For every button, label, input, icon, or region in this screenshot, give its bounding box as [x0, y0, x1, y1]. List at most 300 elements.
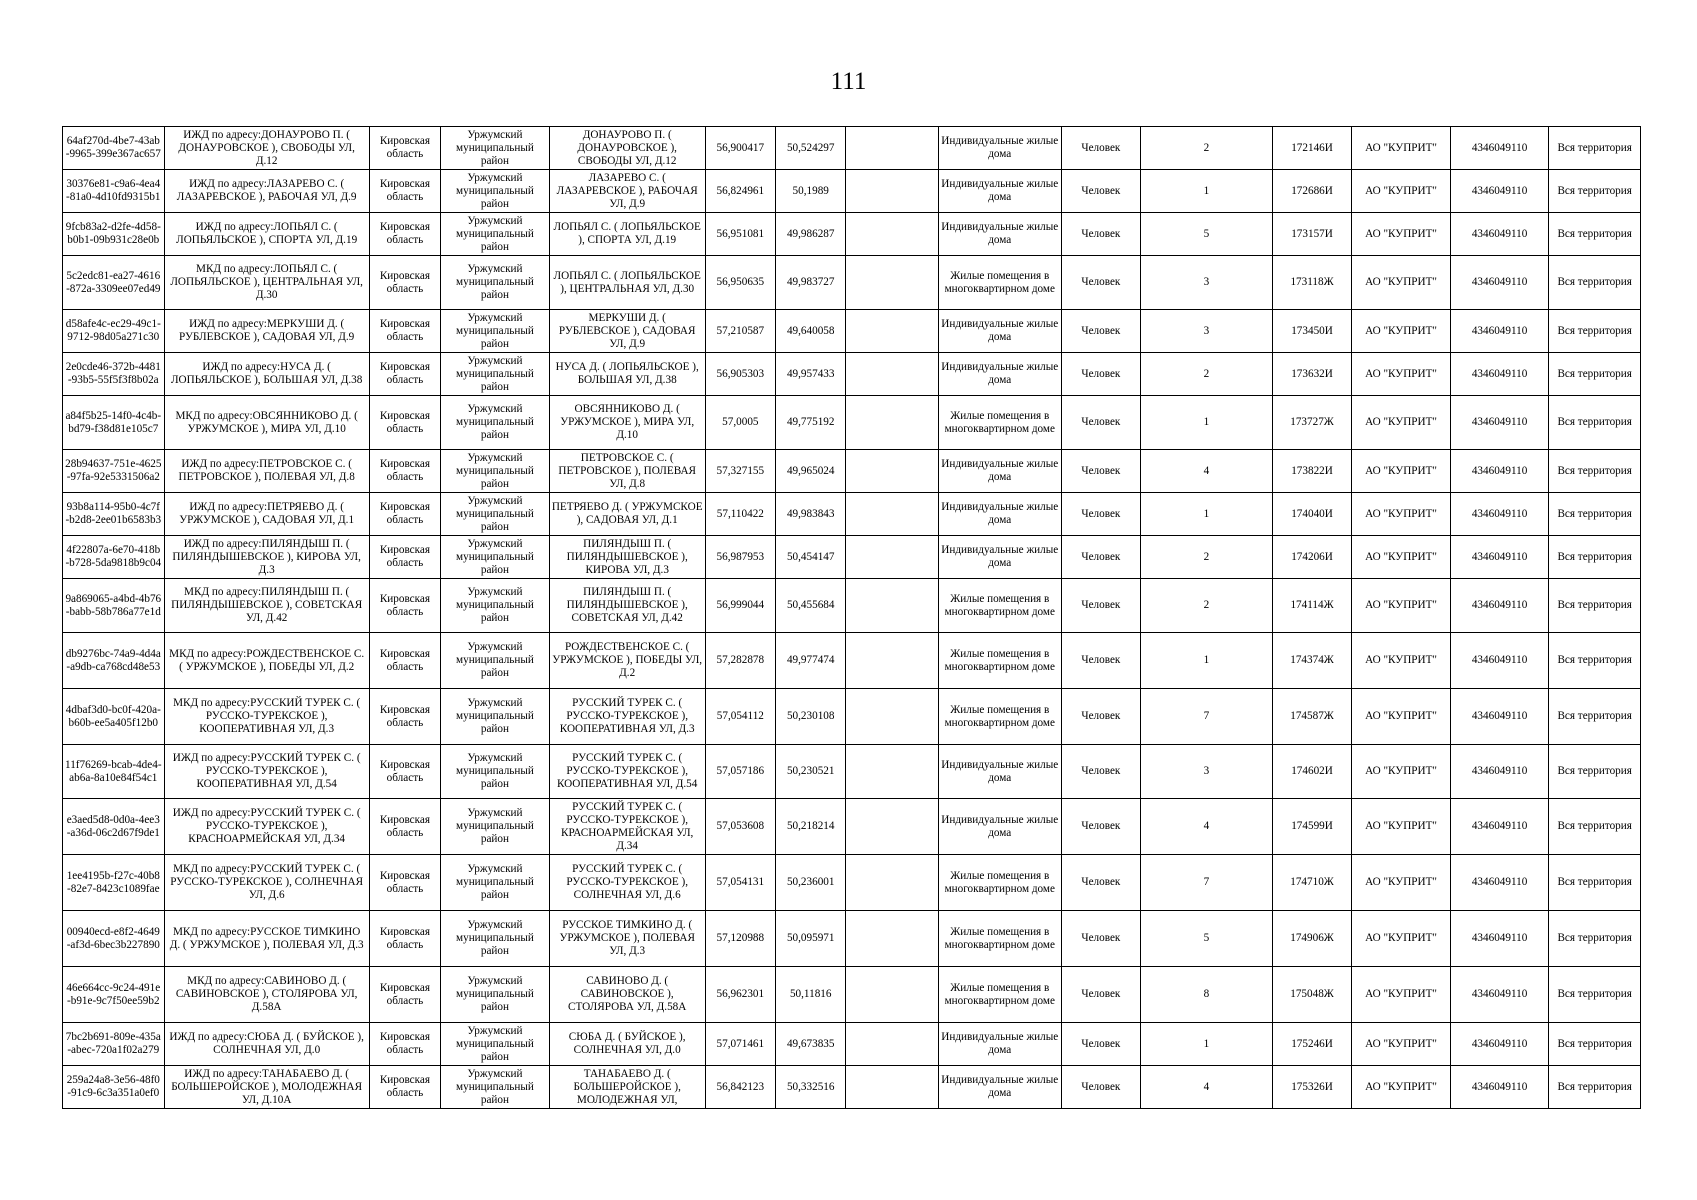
code-cell: 175246И [1272, 1023, 1351, 1066]
longitude-cell: 50,230108 [776, 689, 846, 745]
address-cell: ДОНАУРОВО П. ( ДОНАУРОВСКОЕ ), СВОБОДЫ УЛ, Д.12 [549, 127, 705, 170]
district-cell: Уржумский муниципальный район [441, 450, 550, 493]
unit-cell: Человек [1061, 967, 1140, 1023]
id-cell: a84f5b25-14f0-4c4b-bd79-f38d81e105c7 [63, 396, 165, 450]
count-cell: 1 [1141, 396, 1273, 450]
region-cell: Кировская область [369, 353, 440, 396]
district-cell: Уржумский муниципальный район [441, 127, 550, 170]
object-cell: ИЖД по адресу:ПЕТРОВСКОЕ С. ( ПЕТРОВСКОЕ ), ПОЛЕВАЯ УЛ, Д.8 [164, 450, 369, 493]
longitude-cell: 49,640058 [776, 310, 846, 353]
latitude-cell: 57,210587 [705, 310, 775, 353]
longitude-cell: 49,965024 [776, 450, 846, 493]
region-cell: Кировская область [369, 1066, 440, 1109]
object-cell: ИЖД по адресу:СЮБА Д. ( БУЙСКОЕ ), СОЛНЕЧНАЯ УЛ, Д.0 [164, 1023, 369, 1066]
inn-cell: 4346049110 [1450, 633, 1549, 689]
address-cell: РОЖДЕСТВЕНСКОЕ С. ( УРЖУМСКОЕ ), ПОБЕДЫ УЛ, Д.2 [549, 633, 705, 689]
empty-cell [846, 127, 939, 170]
longitude-cell: 50,454147 [776, 536, 846, 579]
table-row [63, 579, 1641, 633]
address-cell: РУССКОЕ ТИМКИНО Д. ( УРЖУМСКОЕ ), ПОЛЕВАЯ УЛ, Д.3 [549, 911, 705, 967]
region-cell: Кировская область [369, 310, 440, 353]
table-row [63, 353, 1641, 396]
territory-cell: Вся территория [1549, 967, 1641, 1023]
housing-type-cell: Индивидуальные жилые дома [938, 745, 1061, 799]
region-cell: Кировская область [369, 256, 440, 310]
organization-cell: АО "КУПРИТ" [1352, 493, 1451, 536]
organization-cell: АО "КУПРИТ" [1352, 213, 1451, 256]
count-cell: 5 [1141, 911, 1273, 967]
empty-cell [846, 633, 939, 689]
table-row [63, 310, 1641, 353]
table-row [63, 256, 1641, 310]
territory-cell: Вся территория [1549, 396, 1641, 450]
code-cell: 175326И [1272, 1066, 1351, 1109]
district-cell: Уржумский муниципальный район [441, 579, 550, 633]
housing-type-cell: Индивидуальные жилые дома [938, 450, 1061, 493]
empty-cell [846, 396, 939, 450]
address-cell: МЕРКУШИ Д. ( РУБЛЕВСКОЕ ), САДОВАЯ УЛ, Д.9 [549, 310, 705, 353]
housing-type-cell: Жилые помещения в многоквартирном доме [938, 256, 1061, 310]
district-cell: Уржумский муниципальный район [441, 256, 550, 310]
id-cell: 00940ecd-e8f2-4649-af3d-6bec3b227890 [63, 911, 165, 967]
inn-cell: 4346049110 [1450, 1023, 1549, 1066]
inn-cell: 4346049110 [1450, 1066, 1549, 1109]
table-row [63, 396, 1641, 450]
object-cell: МКД по адресу:ОВСЯННИКОВО Д. ( УРЖУМСКОЕ ), МИРА УЛ, Д.10 [164, 396, 369, 450]
inn-cell: 4346049110 [1450, 493, 1549, 536]
region-cell: Кировская область [369, 967, 440, 1023]
inn-cell: 4346049110 [1450, 450, 1549, 493]
code-cell: 172686И [1272, 170, 1351, 213]
territory-cell: Вся территория [1549, 170, 1641, 213]
territory-cell: Вся территория [1549, 1023, 1641, 1066]
organization-cell: АО "КУПРИТ" [1352, 967, 1451, 1023]
code-cell: 173727Ж [1272, 396, 1351, 450]
latitude-cell: 57,282878 [705, 633, 775, 689]
housing-type-cell: Индивидуальные жилые дома [938, 310, 1061, 353]
latitude-cell: 57,057186 [705, 745, 775, 799]
address-cell: ЛАЗАРЕВО С. ( ЛАЗАРЕВСКОЕ ), РАБОЧАЯ УЛ, Д.9 [549, 170, 705, 213]
latitude-cell: 56,987953 [705, 536, 775, 579]
organization-cell: АО "КУПРИТ" [1352, 127, 1451, 170]
code-cell: 173118Ж [1272, 256, 1351, 310]
unit-cell: Человек [1061, 536, 1140, 579]
territory-cell: Вся территория [1549, 127, 1641, 170]
code-cell: 173450И [1272, 310, 1351, 353]
empty-cell [846, 310, 939, 353]
address-cell: ПЕТРЯЕВО Д. ( УРЖУМСКОЕ ), САДОВАЯ УЛ, Д.1 [549, 493, 705, 536]
latitude-cell: 57,110422 [705, 493, 775, 536]
id-cell: 5c2edc81-ea27-4616-872a-3309ee07ed49 [63, 256, 165, 310]
empty-cell [846, 256, 939, 310]
code-cell: 174040И [1272, 493, 1351, 536]
object-cell: ИЖД по адресу:ЛОПЬЯЛ С. ( ЛОПЬЯЛЬСКОЕ ), СПОРТА УЛ, Д.19 [164, 213, 369, 256]
region-cell: Кировская область [369, 689, 440, 745]
code-cell: 173157И [1272, 213, 1351, 256]
empty-cell [846, 967, 939, 1023]
count-cell: 8 [1141, 967, 1273, 1023]
address-cell: РУССКИЙ ТУРЕК С. ( РУССКО-ТУРЕКСКОЕ ), КРАСНОАРМЕЙСКАЯ УЛ, Д.34 [549, 799, 705, 855]
inn-cell: 4346049110 [1450, 967, 1549, 1023]
territory-cell: Вся территория [1549, 855, 1641, 911]
longitude-cell: 50,11816 [776, 967, 846, 1023]
latitude-cell: 56,950635 [705, 256, 775, 310]
object-cell: ИЖД по адресу:ПИЛЯНДЫШ П. ( ПИЛЯНДЫШЕВСКОЕ ), КИРОВА УЛ, Д.3 [164, 536, 369, 579]
unit-cell: Человек [1061, 855, 1140, 911]
id-cell: 93b8a114-95b0-4c7f-b2d8-2ee01b6583b3 [63, 493, 165, 536]
count-cell: 1 [1141, 493, 1273, 536]
district-cell: Уржумский муниципальный район [441, 1066, 550, 1109]
latitude-cell: 57,120988 [705, 911, 775, 967]
object-cell: ИЖД по адресу:РУССКИЙ ТУРЕК С. ( РУССКО-ТУРЕКСКОЕ ), КРАСНОАРМЕЙСКАЯ УЛ, Д.34 [164, 799, 369, 855]
housing-type-cell: Жилые помещения в многоквартирном доме [938, 689, 1061, 745]
latitude-cell: 56,842123 [705, 1066, 775, 1109]
longitude-cell: 49,983843 [776, 493, 846, 536]
longitude-cell: 49,983727 [776, 256, 846, 310]
table-body [63, 127, 1641, 1109]
unit-cell: Человек [1061, 579, 1140, 633]
object-cell: МКД по адресу:ЛОПЬЯЛ С. ( ЛОПЬЯЛЬСКОЕ ), ЦЕНТРАЛЬНАЯ УЛ, Д.30 [164, 256, 369, 310]
longitude-cell: 50,095971 [776, 911, 846, 967]
unit-cell: Человек [1061, 633, 1140, 689]
longitude-cell: 49,986287 [776, 213, 846, 256]
object-cell: ИЖД по адресу:НУСА Д. ( ЛОПЬЯЛЬСКОЕ ), БОЛЬШАЯ УЛ, Д.38 [164, 353, 369, 396]
address-cell: ПИЛЯНДЫШ П. ( ПИЛЯНДЫШЕВСКОЕ ), СОВЕТСКАЯ УЛ, Д.42 [549, 579, 705, 633]
object-cell: ИЖД по адресу:ПЕТРЯЕВО Д. ( УРЖУМСКОЕ ), САДОВАЯ УЛ, Д.1 [164, 493, 369, 536]
territory-cell: Вся территория [1549, 536, 1641, 579]
housing-type-cell: Индивидуальные жилые дома [938, 353, 1061, 396]
address-cell: ТАНАБАЕВО Д. ( БОЛЬШЕРОЙСКОЕ ), МОЛОДЕЖНАЯ УЛ, [549, 1066, 705, 1109]
district-cell: Уржумский муниципальный район [441, 1023, 550, 1066]
unit-cell: Человек [1061, 170, 1140, 213]
code-cell: 174599И [1272, 799, 1351, 855]
object-cell: МКД по адресу:РОЖДЕСТВЕНСКОЕ С. ( УРЖУМСКОЕ ), ПОБЕДЫ УЛ, Д.2 [164, 633, 369, 689]
object-cell: МКД по адресу:ПИЛЯНДЫШ П. ( ПИЛЯНДЫШЕВСКОЕ ), СОВЕТСКАЯ УЛ, Д.42 [164, 579, 369, 633]
count-cell: 1 [1141, 1023, 1273, 1066]
latitude-cell: 57,054112 [705, 689, 775, 745]
id-cell: 46e664cc-9c24-491e-b91e-9c7f50ee59b2 [63, 967, 165, 1023]
id-cell: 1ee4195b-f27c-40b8-82e7-8423c1089fae [63, 855, 165, 911]
empty-cell [846, 579, 939, 633]
table-row [63, 1023, 1641, 1066]
id-cell: 2e0cde46-372b-4481-93b5-55f5f3f8b02a [63, 353, 165, 396]
count-cell: 4 [1141, 799, 1273, 855]
region-cell: Кировская область [369, 745, 440, 799]
longitude-cell: 50,332516 [776, 1066, 846, 1109]
address-cell: РУССКИЙ ТУРЕК С. ( РУССКО-ТУРЕКСКОЕ ), КООПЕРАТИВНАЯ УЛ, Д.54 [549, 745, 705, 799]
housing-type-cell: Индивидуальные жилые дома [938, 1023, 1061, 1066]
address-cell: ОВСЯННИКОВО Д. ( УРЖУМСКОЕ ), МИРА УЛ, Д.10 [549, 396, 705, 450]
id-cell: 259a24a8-3e56-48f0-91c9-6c3a351a0ef0 [63, 1066, 165, 1109]
inn-cell: 4346049110 [1450, 579, 1549, 633]
district-cell: Уржумский муниципальный район [441, 493, 550, 536]
table-row [63, 967, 1641, 1023]
count-cell: 3 [1141, 310, 1273, 353]
region-cell: Кировская область [369, 396, 440, 450]
inn-cell: 4346049110 [1450, 911, 1549, 967]
territory-cell: Вся территория [1549, 689, 1641, 745]
housing-type-cell: Индивидуальные жилые дома [938, 127, 1061, 170]
table-row [63, 213, 1641, 256]
region-cell: Кировская область [369, 450, 440, 493]
housing-type-cell: Индивидуальные жилые дома [938, 493, 1061, 536]
longitude-cell: 49,775192 [776, 396, 846, 450]
empty-cell [846, 170, 939, 213]
inn-cell: 4346049110 [1450, 745, 1549, 799]
inn-cell: 4346049110 [1450, 689, 1549, 745]
inn-cell: 4346049110 [1450, 127, 1549, 170]
count-cell: 5 [1141, 213, 1273, 256]
unit-cell: Человек [1061, 396, 1140, 450]
empty-cell [846, 1023, 939, 1066]
code-cell: 174710Ж [1272, 855, 1351, 911]
empty-cell [846, 536, 939, 579]
district-cell: Уржумский муниципальный район [441, 855, 550, 911]
territory-cell: Вся территория [1549, 579, 1641, 633]
object-cell: ИЖД по адресу:ДОНАУРОВО П. ( ДОНАУРОВСКОЕ ), СВОБОДЫ УЛ, Д.12 [164, 127, 369, 170]
latitude-cell: 57,0005 [705, 396, 775, 450]
organization-cell: АО "КУПРИТ" [1352, 1023, 1451, 1066]
region-cell: Кировская область [369, 1023, 440, 1066]
inn-cell: 4346049110 [1450, 396, 1549, 450]
code-cell: 173822И [1272, 450, 1351, 493]
address-cell: РУССКИЙ ТУРЕК С. ( РУССКО-ТУРЕКСКОЕ ), СОЛНЕЧНАЯ УЛ, Д.6 [549, 855, 705, 911]
unit-cell: Человек [1061, 493, 1140, 536]
object-cell: МКД по адресу:САВИНОВО Д. ( САВИНОВСКОЕ ), СТОЛЯРОВА УЛ, Д.58А [164, 967, 369, 1023]
id-cell: 9a869065-a4bd-4b76-babb-58b786a77e1d [63, 579, 165, 633]
unit-cell: Человек [1061, 911, 1140, 967]
object-cell: ИЖД по адресу:МЕРКУШИ Д. ( РУБЛЕВСКОЕ ), САДОВАЯ УЛ, Д.9 [164, 310, 369, 353]
register-table [62, 126, 1641, 1109]
region-cell: Кировская область [369, 536, 440, 579]
longitude-cell: 50,218214 [776, 799, 846, 855]
id-cell: 4f22807a-6e70-418b-b728-5da9818b9c04 [63, 536, 165, 579]
longitude-cell: 50,236001 [776, 855, 846, 911]
latitude-cell: 57,054131 [705, 855, 775, 911]
district-cell: Уржумский муниципальный район [441, 745, 550, 799]
unit-cell: Человек [1061, 310, 1140, 353]
housing-type-cell: Жилые помещения в многоквартирном доме [938, 396, 1061, 450]
code-cell: 174602И [1272, 745, 1351, 799]
district-cell: Уржумский муниципальный район [441, 170, 550, 213]
longitude-cell: 49,977474 [776, 633, 846, 689]
unit-cell: Человек [1061, 127, 1140, 170]
unit-cell: Человек [1061, 689, 1140, 745]
region-cell: Кировская область [369, 170, 440, 213]
count-cell: 1 [1141, 170, 1273, 213]
count-cell: 2 [1141, 579, 1273, 633]
count-cell: 4 [1141, 450, 1273, 493]
table-row [63, 855, 1641, 911]
organization-cell: АО "КУПРИТ" [1352, 170, 1451, 213]
region-cell: Кировская область [369, 799, 440, 855]
region-cell: Кировская область [369, 911, 440, 967]
region-cell: Кировская область [369, 579, 440, 633]
code-cell: 174374Ж [1272, 633, 1351, 689]
organization-cell: АО "КУПРИТ" [1352, 633, 1451, 689]
district-cell: Уржумский муниципальный район [441, 911, 550, 967]
count-cell: 2 [1141, 127, 1273, 170]
inn-cell: 4346049110 [1450, 170, 1549, 213]
id-cell: 11f76269-bcab-4de4-ab6a-8a10e84f54c1 [63, 745, 165, 799]
latitude-cell: 57,053608 [705, 799, 775, 855]
territory-cell: Вся территория [1549, 353, 1641, 396]
address-cell: ПИЛЯНДЫШ П. ( ПИЛЯНДЫШЕВСКОЕ ), КИРОВА УЛ, Д.3 [549, 536, 705, 579]
district-cell: Уржумский муниципальный район [441, 396, 550, 450]
object-cell: МКД по адресу:РУССКИЙ ТУРЕК С. ( РУССКО-ТУРЕКСКОЕ ), КООПЕРАТИВНАЯ УЛ, Д.3 [164, 689, 369, 745]
id-cell: 64af270d-4be7-43ab-9965-399e367ac657 [63, 127, 165, 170]
address-cell: ЛОПЬЯЛ С. ( ЛОПЬЯЛЬСКОЕ ), СПОРТА УЛ, Д.19 [549, 213, 705, 256]
territory-cell: Вся территория [1549, 633, 1641, 689]
organization-cell: АО "КУПРИТ" [1352, 353, 1451, 396]
empty-cell [846, 353, 939, 396]
longitude-cell: 49,673835 [776, 1023, 846, 1066]
inn-cell: 4346049110 [1450, 353, 1549, 396]
district-cell: Уржумский муниципальный район [441, 536, 550, 579]
empty-cell [846, 450, 939, 493]
unit-cell: Человек [1061, 256, 1140, 310]
housing-type-cell: Жилые помещения в многоквартирном доме [938, 855, 1061, 911]
table-row [63, 170, 1641, 213]
longitude-cell: 49,957433 [776, 353, 846, 396]
code-cell: 174206И [1272, 536, 1351, 579]
latitude-cell: 56,999044 [705, 579, 775, 633]
region-cell: Кировская область [369, 213, 440, 256]
object-cell: ИЖД по адресу:ЛАЗАРЕВО С. ( ЛАЗАРЕВСКОЕ ), РАБОЧАЯ УЛ, Д.9 [164, 170, 369, 213]
organization-cell: АО "КУПРИТ" [1352, 799, 1451, 855]
empty-cell [846, 911, 939, 967]
organization-cell: АО "КУПРИТ" [1352, 911, 1451, 967]
territory-cell: Вся территория [1549, 450, 1641, 493]
count-cell: 1 [1141, 633, 1273, 689]
table-row [63, 911, 1641, 967]
territory-cell: Вся территория [1549, 745, 1641, 799]
region-cell: Кировская область [369, 633, 440, 689]
organization-cell: АО "КУПРИТ" [1352, 1066, 1451, 1109]
housing-type-cell: Индивидуальные жилые дома [938, 799, 1061, 855]
latitude-cell: 56,951081 [705, 213, 775, 256]
inn-cell: 4346049110 [1450, 213, 1549, 256]
object-cell: МКД по адресу:РУССКИЙ ТУРЕК С. ( РУССКО-ТУРЕКСКОЕ ), СОЛНЕЧНАЯ УЛ, Д.6 [164, 855, 369, 911]
longitude-cell: 50,455684 [776, 579, 846, 633]
housing-type-cell: Индивидуальные жилые дома [938, 536, 1061, 579]
object-cell: МКД по адресу:РУССКОЕ ТИМКИНО Д. ( УРЖУМСКОЕ ), ПОЛЕВАЯ УЛ, Д.3 [164, 911, 369, 967]
address-cell: САВИНОВО Д. ( САВИНОВСКОЕ ), СТОЛЯРОВА УЛ, Д.58А [549, 967, 705, 1023]
code-cell: 173632И [1272, 353, 1351, 396]
region-cell: Кировская область [369, 493, 440, 536]
longitude-cell: 50,524297 [776, 127, 846, 170]
territory-cell: Вся территория [1549, 799, 1641, 855]
table-row [63, 799, 1641, 855]
latitude-cell: 56,905303 [705, 353, 775, 396]
inn-cell: 4346049110 [1450, 855, 1549, 911]
count-cell: 4 [1141, 1066, 1273, 1109]
address-cell: СЮБА Д. ( БУЙСКОЕ ), СОЛНЕЧНАЯ УЛ, Д.0 [549, 1023, 705, 1066]
table-row [63, 450, 1641, 493]
district-cell: Уржумский муниципальный район [441, 689, 550, 745]
page-number: 111 [830, 68, 867, 95]
id-cell: 7bc2b691-809e-435a-abec-720a1f02a279 [63, 1023, 165, 1066]
unit-cell: Человек [1061, 213, 1140, 256]
empty-cell [846, 745, 939, 799]
territory-cell: Вся территория [1549, 213, 1641, 256]
region-cell: Кировская область [369, 127, 440, 170]
id-cell: 9fcb83a2-d2fe-4d58-b0b1-09b931c28e0b [63, 213, 165, 256]
count-cell: 3 [1141, 256, 1273, 310]
count-cell: 2 [1141, 536, 1273, 579]
inn-cell: 4346049110 [1450, 536, 1549, 579]
housing-type-cell: Жилые помещения в многоквартирном доме [938, 633, 1061, 689]
territory-cell: Вся территория [1549, 1066, 1641, 1109]
latitude-cell: 56,962301 [705, 967, 775, 1023]
unit-cell: Человек [1061, 450, 1140, 493]
organization-cell: АО "КУПРИТ" [1352, 536, 1451, 579]
object-cell: ИЖД по адресу:ТАНАБАЕВО Д. ( БОЛЬШЕРОЙСКОЕ ), МОЛОДЕЖНАЯ УЛ, Д.10А [164, 1066, 369, 1109]
unit-cell: Человек [1061, 1023, 1140, 1066]
table-row [63, 536, 1641, 579]
table-row [63, 493, 1641, 536]
organization-cell: АО "КУПРИТ" [1352, 855, 1451, 911]
id-cell: d58afe4c-ec29-49c1-9712-98d05a271c30 [63, 310, 165, 353]
organization-cell: АО "КУПРИТ" [1352, 396, 1451, 450]
latitude-cell: 56,900417 [705, 127, 775, 170]
district-cell: Уржумский муниципальный район [441, 633, 550, 689]
id-cell: 4dbaf3d0-bc0f-420a-b60b-ee5a405f12b0 [63, 689, 165, 745]
empty-cell [846, 213, 939, 256]
count-cell: 3 [1141, 745, 1273, 799]
territory-cell: Вся территория [1549, 256, 1641, 310]
code-cell: 175048Ж [1272, 967, 1351, 1023]
id-cell: 28b94637-751e-4625-97fa-92e5331506a2 [63, 450, 165, 493]
unit-cell: Человек [1061, 1066, 1140, 1109]
housing-type-cell: Жилые помещения в многоквартирном доме [938, 967, 1061, 1023]
code-cell: 174906Ж [1272, 911, 1351, 967]
latitude-cell: 57,327155 [705, 450, 775, 493]
table-row [63, 127, 1641, 170]
table-row [63, 689, 1641, 745]
count-cell: 7 [1141, 689, 1273, 745]
id-cell: e3aed5d8-0d0a-4ee3-a36d-06c2d67f9de1 [63, 799, 165, 855]
empty-cell [846, 855, 939, 911]
id-cell: db9276bc-74a9-4d4a-a9db-ca768cd48e53 [63, 633, 165, 689]
latitude-cell: 56,824961 [705, 170, 775, 213]
unit-cell: Человек [1061, 745, 1140, 799]
housing-type-cell: Жилые помещения в многоквартирном доме [938, 579, 1061, 633]
empty-cell [846, 493, 939, 536]
object-cell: ИЖД по адресу:РУССКИЙ ТУРЕК С. ( РУССКО-ТУРЕКСКОЕ ), КООПЕРАТИВНАЯ УЛ, Д.54 [164, 745, 369, 799]
count-cell: 7 [1141, 855, 1273, 911]
empty-cell [846, 1066, 939, 1109]
empty-cell [846, 689, 939, 745]
territory-cell: Вся территория [1549, 310, 1641, 353]
id-cell: 30376e81-c9a6-4ea4-81a0-4d10fd9315b1 [63, 170, 165, 213]
code-cell: 172146И [1272, 127, 1351, 170]
latitude-cell: 57,071461 [705, 1023, 775, 1066]
housing-type-cell: Индивидуальные жилые дома [938, 213, 1061, 256]
housing-type-cell: Жилые помещения в многоквартирном доме [938, 911, 1061, 967]
table-row [63, 633, 1641, 689]
inn-cell: 4346049110 [1450, 256, 1549, 310]
longitude-cell: 50,230521 [776, 745, 846, 799]
address-cell: ПЕТРОВСКОЕ С. ( ПЕТРОВСКОЕ ), ПОЛЕВАЯ УЛ, Д.8 [549, 450, 705, 493]
territory-cell: Вся территория [1549, 911, 1641, 967]
organization-cell: АО "КУПРИТ" [1352, 310, 1451, 353]
organization-cell: АО "КУПРИТ" [1352, 689, 1451, 745]
code-cell: 174587Ж [1272, 689, 1351, 745]
district-cell: Уржумский муниципальный район [441, 967, 550, 1023]
address-cell: НУСА Д. ( ЛОПЬЯЛЬСКОЕ ), БОЛЬШАЯ УЛ, Д.38 [549, 353, 705, 396]
district-cell: Уржумский муниципальный район [441, 353, 550, 396]
